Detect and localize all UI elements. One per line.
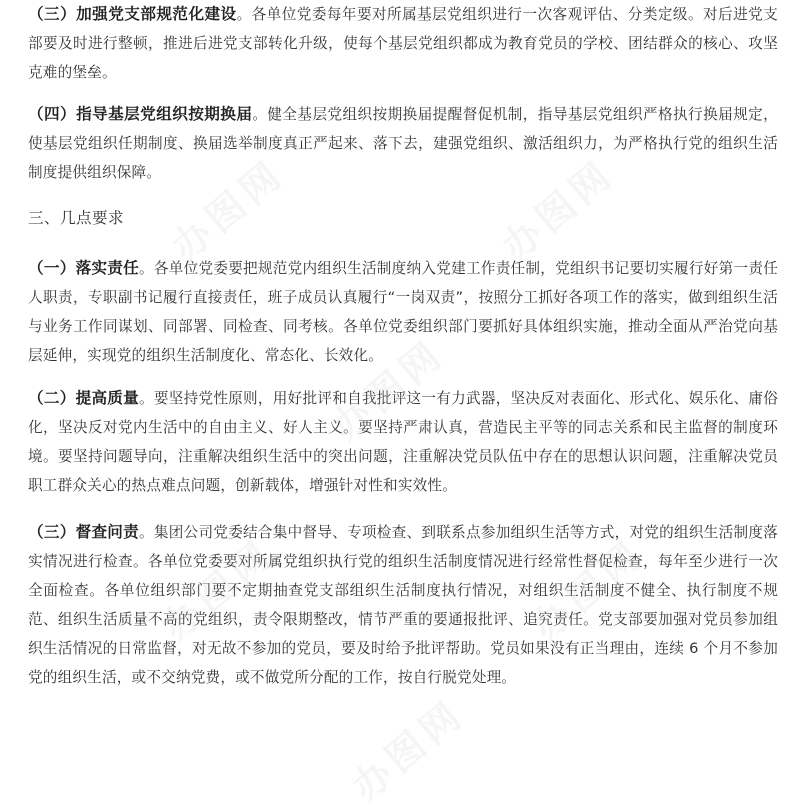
paragraph-heading: （三）督查问责 bbox=[28, 523, 140, 541]
paragraph-election bbox=[28, 100, 778, 187]
paragraph-body: 。各单位党委要把规范党内组织生活制度纳入党建工作责任制，党组织书记要切实履行好第一责任人职责，专职副书记履行直接责任，班子成员认真履行“一岗双责”，按照分工抓好各项工作的落实，做到组织生活与业务工作同谋划、同部署、同检查、同考核。各单位党委组织部门要抓好具体组织实施，推动全面从严治党向基层延伸，实现党的组织生活制度化、常态化、长效化。 bbox=[28, 260, 778, 364]
paragraph-heading: （三）加强党支部规范化建设 bbox=[28, 5, 237, 23]
watermark: 办图网 bbox=[343, 690, 473, 810]
paragraph-body: 。健全基层党组织按期换届提醒督促机制，指导基层党组织严格执行换届规定，使基层党组织任期制度、换届选举制度真正严起来、落下去，建强党组织、激活组织力，为严格执行党的组织生活制度提供组织保障。 bbox=[28, 106, 778, 181]
paragraph-responsibility bbox=[28, 254, 778, 370]
paragraph-body: 。集团公司党委结合集中督导、专项检查、到联系点参加组织生活等方式，对党的组织生活制度落实情况进行检查。各单位党委要对所属党组织执行党的组织生活制度情况进行经常性督促检查，每年至少进行一次全面检查。各单位组织部门要不定期抽查党支部组织生活制度执行情况，对组织生活制度不健全、执行制度不规范、组织生活质量不高的党组织，责令限期整改，情节严重的要通报批评、追究责任。党支部要加强对党员参加组织生活情况的日常监督，对无故不参加的党员，要及时给予批评帮助。党员如果没有正当理由，连续 6 个月不参加党的组织生活，或不交纳党费，或不做党所分配的工作，按自行脱党处理。 bbox=[28, 524, 778, 686]
paragraph-supervision bbox=[28, 518, 778, 692]
watermark: 办图网 bbox=[153, 530, 283, 650]
paragraph-standardization bbox=[28, 0, 778, 87]
paragraph-body: 。各单位党委每年要对所属基层党组织进行一次客观评估、分类定级。对后进党支部要及时进行整顿，推进后进党支部转化升级，使每个基层党组织都成为教育党员的学校、团结群众的核心、攻坚克难的堡垒。 bbox=[28, 6, 778, 81]
paragraph-quality bbox=[28, 384, 778, 500]
paragraph-body: 。要坚持党性原则，用好批评和自我批评这一有力武器，坚决反对表面化、形式化、娱乐化、庸俗化，坚决反对党内生活中的自由主义、好人主义。要坚持严肃认真，营造民主平等的同志关系和民主监督的制度环境。要坚持问题导向，注重解决组织生活中的突出问题，注重解决党员队伍中存在的思想认识问题，注重解决党员职工群众关心的热点难点问题，创新载体，增强针对性和实效性。 bbox=[28, 390, 778, 494]
watermark: 办图网 bbox=[493, 150, 623, 270]
watermark: 办图网 bbox=[523, 530, 653, 650]
watermark: 办图网 bbox=[163, 150, 293, 270]
section-title: 三、几点要求 bbox=[28, 209, 124, 227]
paragraph-heading: （一）落实责任 bbox=[28, 259, 140, 277]
paragraph-heading: （四）指导基层党组织按期换届 bbox=[28, 105, 253, 123]
watermark: 办图网 bbox=[323, 330, 453, 450]
paragraph-heading: （二）提高质量 bbox=[28, 389, 140, 407]
